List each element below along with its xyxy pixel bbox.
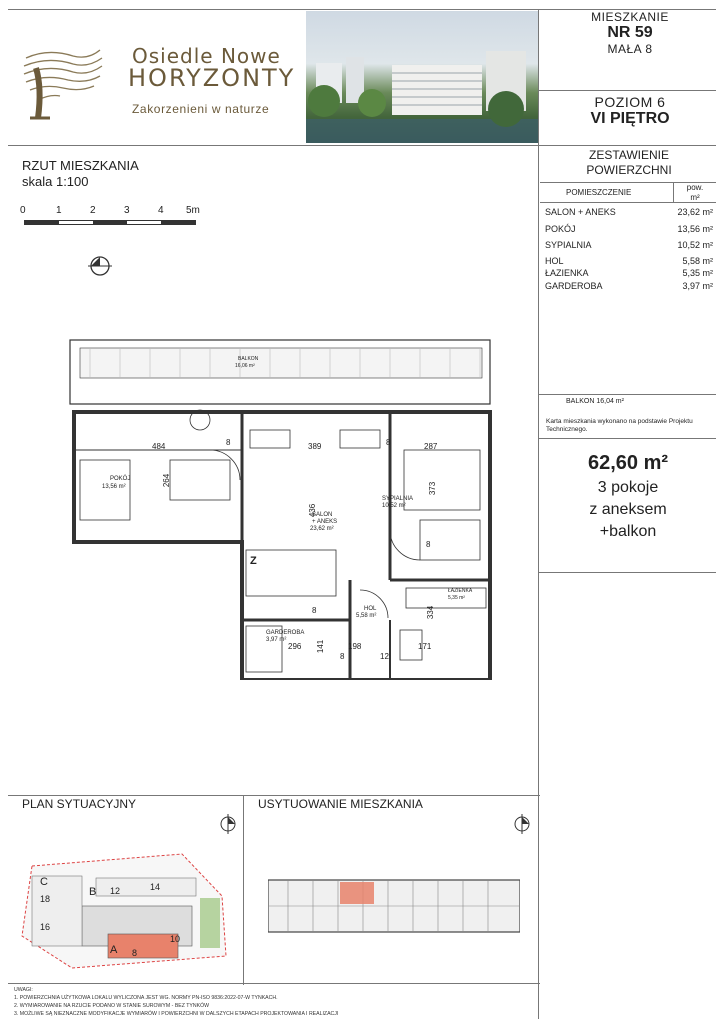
- location-title: USYTUOWANIE MIESZKANIA: [258, 797, 423, 811]
- dim: 12: [380, 652, 389, 661]
- label-salon-area: 23,62 m²: [310, 526, 334, 532]
- col-area: pow.: [686, 183, 704, 192]
- kitchen-info: z aneksem: [589, 501, 667, 518]
- divider: [8, 145, 716, 146]
- dim: 484: [152, 442, 166, 451]
- site-label: 14: [150, 882, 161, 892]
- dim: 8: [226, 438, 231, 447]
- area-row: SYPIALNIA 10,52 m²: [545, 240, 713, 250]
- col-area-unit: m²: [690, 193, 700, 202]
- label-hol: HOL: [364, 606, 377, 612]
- area-row: POKÓJ 13,56 m²: [545, 224, 713, 234]
- extra-info: +balkon: [599, 523, 657, 540]
- area-row: ŁAZIENKA 5,35 m²: [545, 268, 713, 278]
- note-3: 3. MOŻLIWE SĄ NIEZNACZNE MODYFIKACJE WYMIARÓW I POWIERZCHNI W DALSZYCH ETAPACH PROJEKTOWANIA I REALIZACJI: [14, 1011, 339, 1017]
- divider: [538, 90, 716, 91]
- label-sypialnia: SYPIALNIA: [382, 496, 414, 502]
- plan-scale: skala 1:100: [22, 174, 89, 189]
- site-label: 8: [132, 948, 138, 958]
- label-lazienka-area: 5,35 m²: [448, 595, 465, 601]
- dim: 8: [340, 652, 345, 661]
- apartment-number: NR 59: [607, 24, 653, 41]
- dim: 141: [316, 639, 326, 654]
- label-sypialnia-area: 10,52 m²: [382, 503, 406, 509]
- site-label: A: [110, 944, 118, 956]
- floor-plan: [60, 330, 500, 680]
- label-garderoba: GARDEROBA: [266, 630, 305, 636]
- divider: [538, 572, 716, 573]
- dim: 287: [424, 442, 438, 451]
- dim: 264: [162, 473, 172, 488]
- building-rendering: [306, 11, 538, 143]
- dim: 296: [288, 642, 302, 651]
- dim: 8: [426, 540, 431, 549]
- location-plan: [268, 876, 520, 936]
- plan-title: RZUT MIESZKANIA: [22, 158, 139, 173]
- summary-note: Karta mieszkania wykonano na podstawie Projektu Technicznego.: [546, 418, 693, 433]
- notes-title: UWAGI:: [14, 987, 33, 993]
- dim: 8: [312, 606, 317, 615]
- apartment-label: MIESZKANIE: [591, 10, 669, 24]
- location-north-icon: [512, 814, 532, 839]
- apartment-building: MAŁA 8: [607, 42, 653, 56]
- label-balkon: BALKON: [238, 356, 259, 362]
- label-salon: SALON: [312, 512, 333, 518]
- brand-line1: Osiedle Nowe: [132, 44, 281, 68]
- site-title: PLAN SYTUACYJNY: [22, 797, 137, 811]
- divider: [243, 795, 244, 985]
- site-label: 12: [110, 886, 121, 896]
- divider: [540, 202, 716, 203]
- balcony-area: BALKON 16,04 m²: [566, 398, 624, 405]
- label-pokoj: POKÓJ: [110, 476, 131, 482]
- site-label: B: [89, 886, 97, 898]
- label-z: Z: [250, 555, 257, 567]
- tree-logo-icon: [18, 38, 108, 122]
- dim: 436: [308, 503, 318, 518]
- note-1: 1. POWIERZCHNIA UŻYTKOWA LOKALU WYLICZONA JEST WG. NORMY PN-ISO 9836:2022-07-W TYNKACH.: [14, 995, 278, 1001]
- label-salon-sub: + ANEKS: [312, 519, 338, 525]
- site-label: 10: [170, 934, 181, 944]
- dim: 8: [386, 438, 391, 447]
- divider: [538, 394, 716, 395]
- apartment-floor: VI PIĘTRO: [590, 110, 670, 127]
- col-room: POMIESZCZENIE: [566, 188, 632, 197]
- rooms-count: 3 pokoje: [597, 479, 659, 496]
- summary-title: ZESTAWIENIE: [588, 148, 669, 162]
- north-arrow-icon: [88, 254, 112, 283]
- divider: [538, 438, 716, 439]
- area-row: HOL 5,58 m²: [545, 256, 713, 266]
- site-label: C: [40, 876, 48, 888]
- logo: [18, 38, 108, 122]
- dim: 373: [428, 481, 438, 496]
- site-label: 18: [40, 894, 51, 904]
- label-balkon-area: 16,06 m²: [235, 363, 255, 369]
- area-row: GARDEROBA 3,97 m²: [545, 281, 713, 291]
- site-label: 16: [40, 922, 51, 932]
- dim: 389: [308, 442, 322, 451]
- dim: 171: [418, 642, 432, 651]
- label-lazienka: ŁAZIENKA: [448, 588, 473, 594]
- dim: 334: [426, 605, 436, 620]
- note-2: 2. WYMIAROWANIE NA RZUCIE PODANO W STANIE SUROWYM - BEZ TYNKÓW: [14, 1003, 210, 1009]
- divider: [538, 9, 539, 1019]
- label-hol-area: 5,58 m²: [356, 613, 377, 619]
- divider: [8, 795, 540, 796]
- label-pokoj-area: 13,56 m²: [102, 484, 126, 490]
- total-area: 62,60 m²: [587, 452, 669, 474]
- label-garderoba-area: 3,97 m²: [266, 637, 287, 643]
- divider: [8, 983, 540, 984]
- dim: 198: [348, 642, 362, 651]
- brand-line2: HORYZONTY: [128, 64, 296, 92]
- scale-bar: 0 1 2 3 4 5m: [20, 205, 220, 227]
- divider: [673, 182, 674, 202]
- site-plan: [12, 836, 240, 980]
- brand-tagline: Zakorzenieni w naturze: [132, 102, 270, 116]
- area-row: SALON + ANEKS 23,62 m²: [545, 207, 713, 217]
- apartment-level: POZIOM 6: [594, 94, 666, 110]
- summary-title-2: POWIERZCHNI: [586, 163, 672, 177]
